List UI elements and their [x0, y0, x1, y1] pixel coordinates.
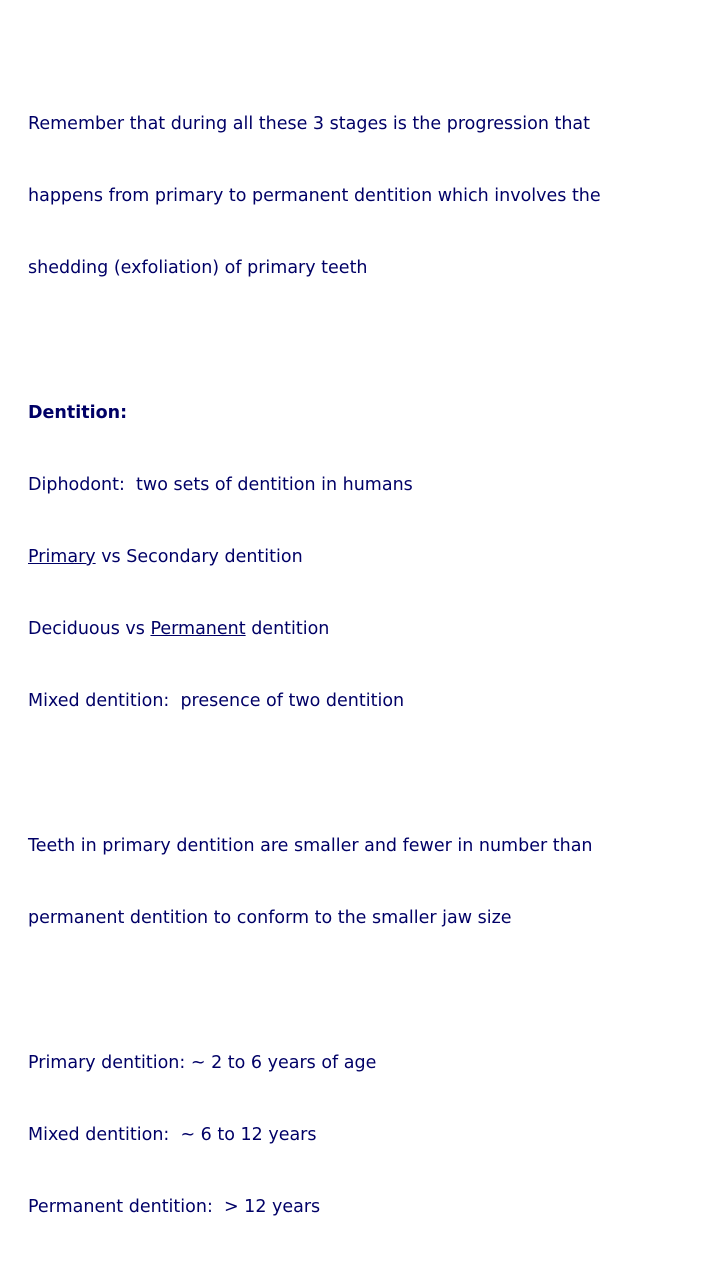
intro-line: Remember that during all these 3 stages is the progression that [28, 114, 591, 134]
diphodont-line: Diphodont: two sets of dentition in humans [28, 475, 413, 495]
comparison-line: permanent dentition to conform to the smaller jaw size [28, 908, 512, 928]
age-line-primary: Primary dentition: ~ 2 to 6 years of age [28, 1053, 377, 1073]
comparison-line: Teeth in primary dentition are smaller and fewer in number than [28, 836, 593, 856]
age-line-mixed: Mixed dentition: ~ 6 to 12 years [28, 1125, 317, 1145]
mixed-dentition-line: Mixed dentition: presence of two dentition [28, 691, 405, 711]
dentition-heading: Dentition: [28, 403, 128, 423]
deciduous-post: dentition [245, 619, 330, 639]
primary-secondary-line [28, 545, 698, 569]
dentition-section [28, 353, 698, 761]
ages-list [28, 1003, 698, 1267]
intro-line: shedding (exfoliation) of primary teeth [28, 258, 368, 278]
slide-content [28, 64, 698, 1267]
comparison-paragraph [28, 786, 698, 978]
intro-line: happens from primary to permanent dentition which involves the [28, 186, 601, 206]
permanent-underlined-word: Permanent [150, 619, 246, 639]
deciduous-pre: Deciduous vs [28, 619, 151, 639]
intro-paragraph [28, 64, 698, 328]
age-line-permanent: Permanent dentition: > 12 years [28, 1197, 321, 1217]
deciduous-permanent-line [28, 617, 698, 641]
primary-secondary-rest: vs Secondary dentition [95, 547, 303, 567]
primary-underlined-word: Primary [28, 547, 96, 567]
